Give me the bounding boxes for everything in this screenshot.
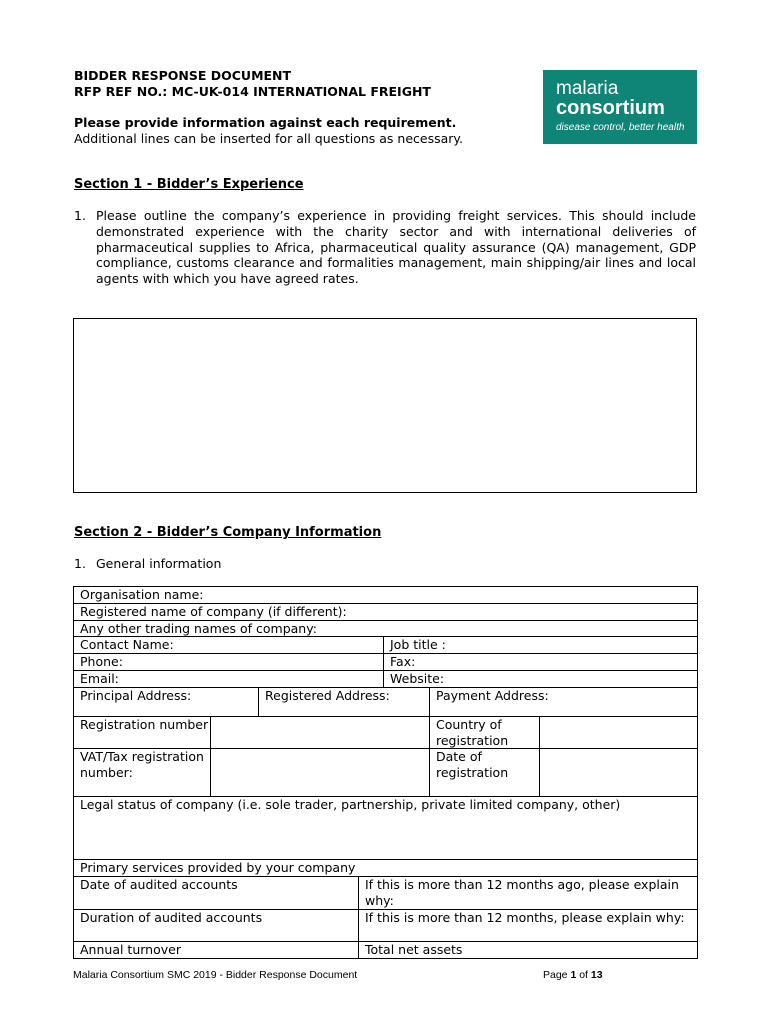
other-trading-names-field[interactable]: Any other trading names of company: bbox=[74, 620, 698, 637]
logo-line1: malaria bbox=[556, 78, 619, 99]
vat-number-label: VAT/Tax registration number: bbox=[74, 749, 211, 797]
total-net-assets-field[interactable]: Total net assets bbox=[359, 941, 698, 958]
footer-page-number bbox=[543, 969, 603, 981]
contact-name-field[interactable]: Contact Name: bbox=[74, 637, 384, 654]
rfp-reference: RFP REF NO.: MC-UK-014 INTERNATIONAL FREIGHT bbox=[74, 84, 431, 99]
section1-title: Section 1 - Bidder’s Experience bbox=[74, 177, 304, 192]
duration-audited-explanation-field[interactable]: If this is more than 12 months, please explain why: bbox=[359, 909, 698, 941]
primary-services-field[interactable]: Primary services provided by your company bbox=[74, 860, 698, 877]
date-audited-explanation-field[interactable]: If this is more than 12 months ago, please explain why: bbox=[359, 877, 698, 910]
date-of-registration-input[interactable] bbox=[540, 749, 698, 797]
registration-number-label: Registration number bbox=[74, 716, 211, 749]
payment-address-field[interactable]: Payment Address: bbox=[430, 687, 698, 716]
registered-address-field[interactable]: Registered Address: bbox=[259, 687, 430, 716]
phone-field[interactable]: Phone: bbox=[74, 654, 384, 671]
annual-turnover-field[interactable]: Annual turnover bbox=[74, 941, 359, 958]
page-label: Page bbox=[543, 969, 571, 981]
of-label: of bbox=[576, 969, 591, 981]
general-information-number: 1. bbox=[74, 556, 86, 571]
principal-address-field[interactable]: Principal Address: bbox=[74, 687, 259, 716]
section2-title: Section 2 - Bidder’s Company Information bbox=[74, 525, 382, 540]
legal-status-field[interactable]: Legal status of company (i.e. sole trader, partnership, private limited company, other) bbox=[74, 797, 698, 860]
logo-line2: consortium bbox=[556, 97, 665, 119]
section1-question-1 bbox=[74, 208, 696, 304]
general-information-label: General information bbox=[96, 556, 222, 571]
current-page: 1 bbox=[570, 969, 577, 981]
fax-field[interactable]: Fax: bbox=[384, 654, 698, 671]
country-of-registration-input[interactable] bbox=[540, 716, 698, 749]
registration-number-input[interactable] bbox=[211, 716, 430, 749]
malaria-consortium-logo bbox=[543, 70, 697, 144]
footer-document-name: Malaria Consortium SMC 2019 - Bidder Response Document bbox=[73, 969, 358, 981]
registered-name-field[interactable]: Registered name of company (if different): bbox=[74, 603, 698, 620]
date-audited-accounts-field[interactable]: Date of audited accounts bbox=[74, 877, 359, 910]
email-field[interactable]: Email: bbox=[74, 670, 384, 687]
job-title-field[interactable]: Job title : bbox=[384, 637, 698, 654]
vat-number-input[interactable] bbox=[211, 749, 430, 797]
logo-tagline: disease control, better health bbox=[556, 122, 685, 133]
instruction-text: Additional lines can be inserted for all questions as necessary. bbox=[74, 131, 463, 146]
instruction-bold: Please provide information against each requirement. bbox=[74, 115, 457, 130]
company-information-table bbox=[73, 586, 698, 959]
organisation-name-field[interactable]: Organisation name: bbox=[74, 587, 698, 604]
date-of-registration-label: Date of registration bbox=[430, 749, 540, 797]
question-text: Please outline the company’s experience in providing freight services. This should include demonstrated experience with the charity sector and with international deliveries of pharmaceutical supplies to Africa, pharmaceutical quality assurance (QA) management, GDP compliance, customs clearance and formalities management, main shipping/air lines and local agents with which you have agreed rates. bbox=[96, 208, 696, 287]
country-of-registration-label: Country of registration bbox=[430, 716, 540, 749]
experience-answer-box[interactable] bbox=[73, 318, 697, 493]
total-pages: 13 bbox=[590, 969, 603, 981]
duration-audited-accounts-field[interactable]: Duration of audited accounts bbox=[74, 909, 359, 941]
website-field[interactable]: Website: bbox=[384, 670, 698, 687]
document-title: BIDDER RESPONSE DOCUMENT bbox=[74, 68, 292, 83]
question-number: 1. bbox=[74, 208, 86, 223]
